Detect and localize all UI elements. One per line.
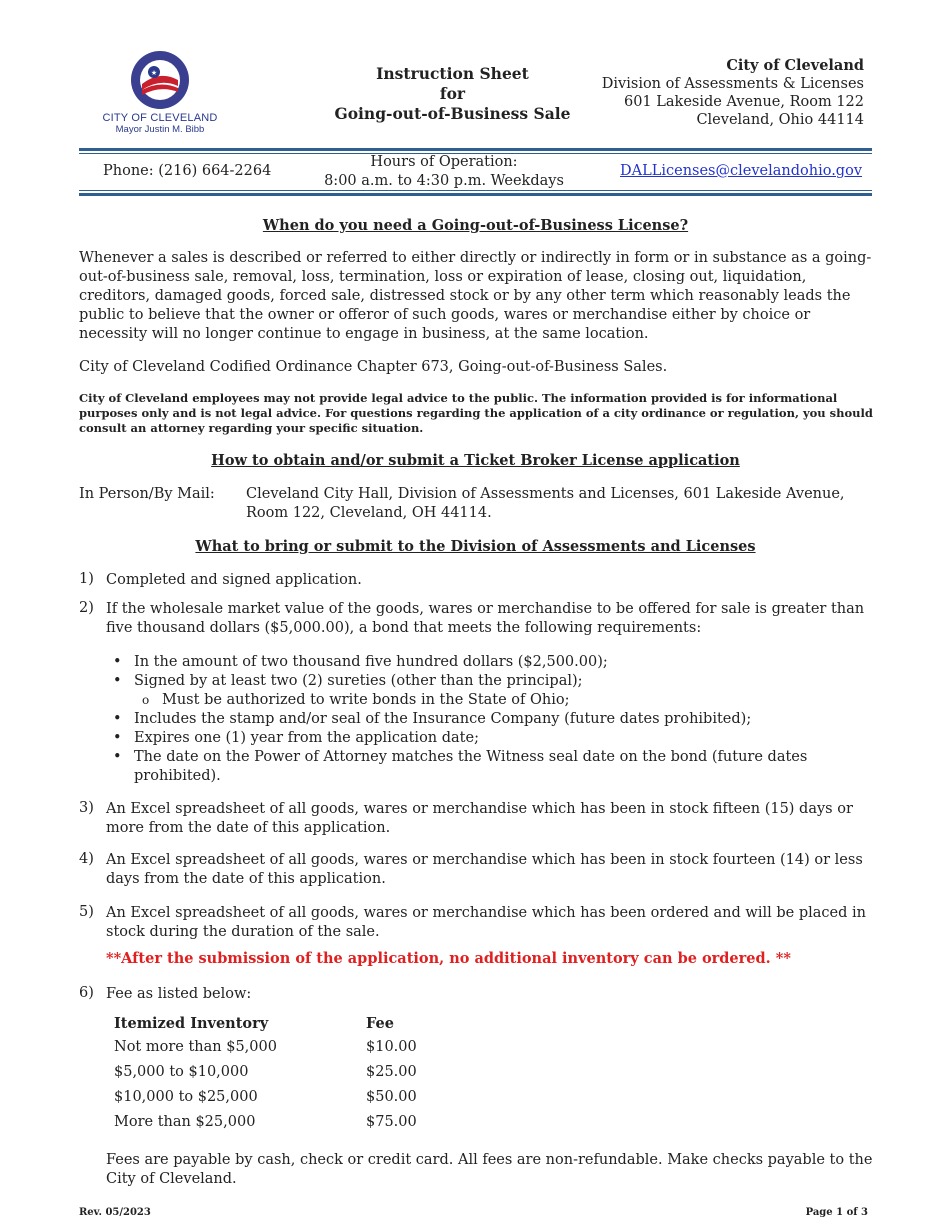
bullet-text-container [134,710,864,729]
email-link[interactable]: DALLicenses@clevelandohio.gov [620,163,863,179]
divider-top-thick [79,148,872,151]
fee-table-fee: $10.00 [366,1039,417,1055]
inventory-warning: **After the submission of the application, no additional inventory can be ordered. ** [106,950,791,967]
hours-value: 8:00 a.m. to 4:30 p.m. Weekdays [324,173,564,189]
city-label: CITY OF CLEVELAND [102,112,218,124]
bullet-text-container [134,748,864,786]
bullet-dot: • [113,654,122,670]
fee-table-fee: $25.00 [366,1064,417,1080]
document-title [310,64,595,124]
fee-table-fee: $75.00 [366,1114,417,1130]
list-number: 6) [79,985,94,1001]
bullet-dot: • [113,749,122,765]
requirement-item: An Excel spreadsheet of all goods, wares or merchandise which has been in stock fifteen (15) days or more from the date of this application. [106,801,853,836]
sub-bullet-dot: o [142,693,150,707]
org-name: City of Cleveland [726,57,864,74]
bullet-dot: • [113,730,122,746]
bullet-text-container [134,729,864,748]
mayor-name: Mayor Justin M. Bibb [115,124,205,135]
title-line-3: Going-out-of-Business Sale [334,104,571,123]
list-number: 5) [79,904,94,920]
license-description: Whenever a sales is described or referred to either directly or indirectly in form or in substance as a going-out-of-business sale, removal, loss, termination, loss or expiration of lease, closing out, liquidation, creditors, damaged goods, forced sale, distressed stock or by any other term which reasonably leads the public to believe that the owner or offeror of such goods, wares or merchandise either by choice or necessity will no longer continue to engage in business, at the same location. [79,250,872,342]
list-number: 1) [79,571,94,587]
ordinance-reference: City of Cleveland Codified Ordinance Chapter 673, Going-out-of-Business Sales. [79,359,668,375]
page-number: Page 1 of 3 [805,1207,868,1218]
hours-of-operation [320,153,568,191]
revision-date: Rev. 05/2023 [79,1207,151,1218]
bullet-dot: • [113,673,122,689]
bullet-text-container [134,653,864,672]
fee-table-fee: $50.00 [366,1089,417,1105]
svg-text:★: ★ [150,69,158,77]
bond-bullet-expires: Expires one (1) year from the application date; [134,730,479,746]
submission-address [246,485,876,523]
fee-table-range: $10,000 to $25,000 [114,1089,258,1105]
city-state: Cleveland, Ohio 44114 [696,112,864,128]
requirement-item: Fee as listed below: [106,986,252,1002]
fee-table-range: More than $25,000 [114,1114,256,1130]
legal-disclaimer: City of Cleveland employees may not provide legal advice to the public. The information provided is for informational purposes only and is not legal advice. For questions regarding the application of a city ordinance or regulation, you should consult an attorney regarding your specific situation. [79,391,873,435]
fee-payment-note: Fees are payable by cash, check or credit card. All fees are non-refundable. Make checks payable to the City of Cleveland. [106,1152,873,1187]
divider-bottom-thin [79,190,872,191]
submission-address-line-2: Room 122, Cleveland, OH 44114. [246,505,492,521]
list-number: 2) [79,600,94,616]
sub-bullet-authorized: Must be authorized to write bonds in the State of Ohio; [162,692,570,708]
bond-bullet-amount: In the amount of two thousand five hundred dollars ($2,500.00); [134,654,608,670]
bullet-text-container [134,672,864,691]
fee-table-header-inventory: Itemized Inventory [114,1015,269,1032]
bullet-dot: • [113,711,122,727]
city-seal-block [98,50,222,135]
street-address: 601 Lakeside Avenue, Room 122 [623,94,864,110]
submission-address-line-1: Cleveland City Hall, Division of Assessments and Licenses, 601 Lakeside Avenue, [246,486,845,502]
section-heading-license: When do you need a Going-out-of-Business License? [262,217,689,234]
section-heading-obtain: How to obtain and/or submit a Ticket Broker License application [211,452,740,469]
hours-label: Hours of Operation: [370,154,518,170]
submission-method-label: In Person/By Mail: [79,486,215,502]
fee-table-header-fee: Fee [366,1015,394,1032]
title-line-2: for [439,84,466,103]
address-block [602,57,864,129]
requirement-item: An Excel spreadsheet of all goods, wares or merchandise which has been in stock fourteen (14) or less days from the date of this application. [106,852,863,887]
bond-bullet-power-of-attorney: The date on the Power of Attorney matches the Witness seal date on the bond (future dates prohibited). [134,749,808,784]
section-heading-requirements: What to bring or submit to the Division of Assessments and Licenses [195,538,756,555]
bond-bullet-sureties: Signed by at least two (2) sureties (other than the principal); [134,673,583,689]
list-number: 4) [79,851,94,867]
requirement-item: Completed and signed application. [106,572,362,588]
division-name: Division of Assessments & Licenses [601,76,864,92]
requirement-item: If the wholesale market value of the goods, wares or merchandise to be offered for sale is greater than five thousand dollars ($5,000.00), a bond that meets the following requirements: [106,601,865,636]
fee-table-range: Not more than $5,000 [114,1039,277,1055]
city-seal-icon [130,50,190,110]
requirement-item: An Excel spreadsheet of all goods, wares or merchandise which has been ordered and will be placed in stock during the duration of the sale. [106,905,866,940]
title-line-1: Instruction Sheet [376,64,529,83]
phone-number: Phone: (216) 664-2264 [103,163,272,179]
divider-bottom-thick [79,193,872,196]
bond-bullet-stamp: Includes the stamp and/or seal of the Insurance Company (future dates prohibited); [134,711,752,727]
fee-table-range: $5,000 to $10,000 [114,1064,249,1080]
list-number: 3) [79,800,94,816]
